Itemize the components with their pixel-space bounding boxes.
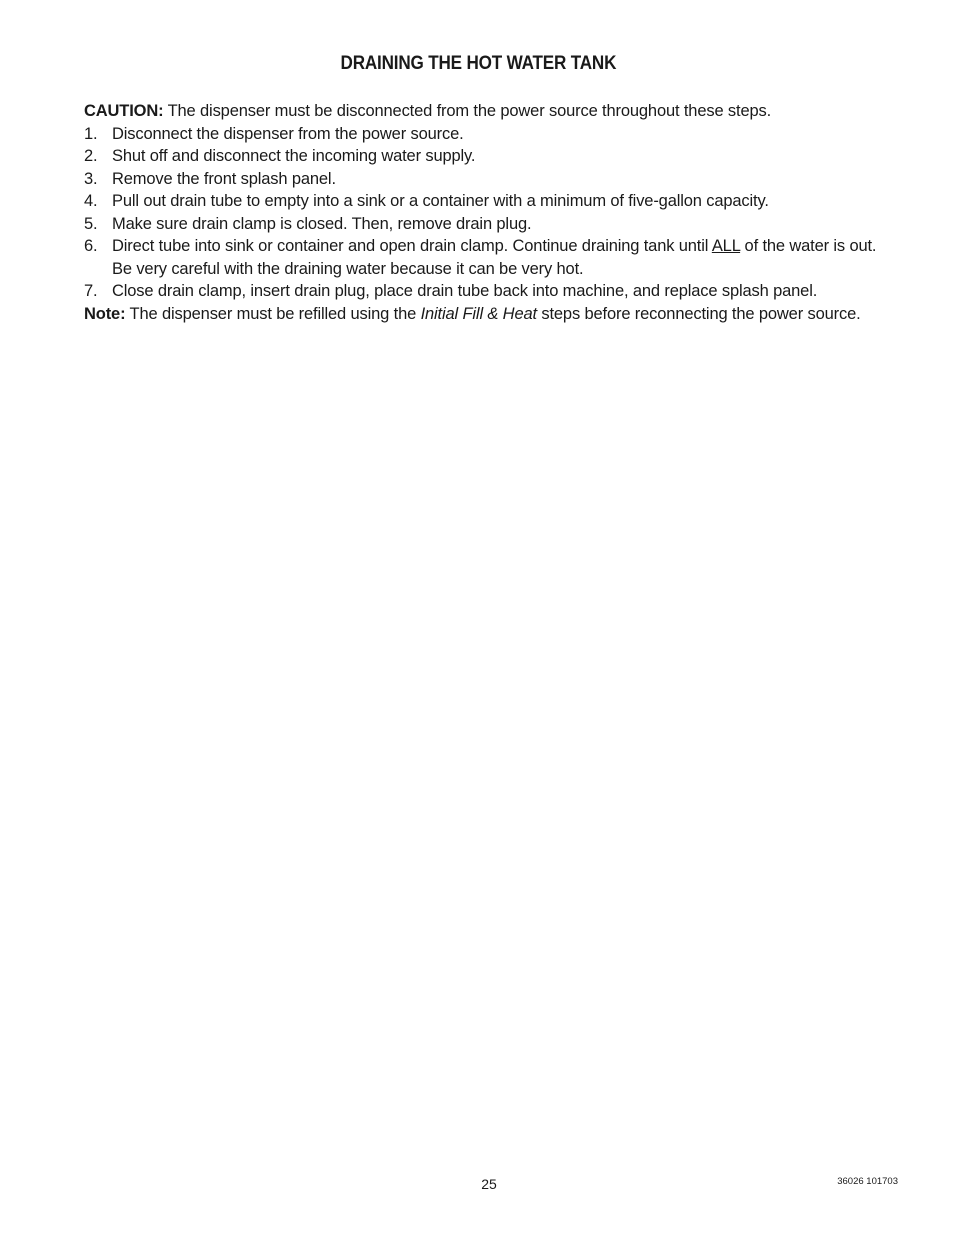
note-label: Note: <box>84 304 126 323</box>
list-item <box>84 235 914 280</box>
instructions-body <box>84 100 914 325</box>
step-text: Pull out drain tube to empty into a sink or a container with a minimum of five-gallon capacity. <box>112 192 769 210</box>
caution-paragraph <box>84 100 914 123</box>
list-item <box>84 145 914 168</box>
step-number: 2. <box>84 147 98 165</box>
step-text: Make sure drain clamp is closed. Then, remove drain plug. <box>112 214 532 233</box>
step-text: Remove the front splash panel. <box>112 169 336 188</box>
page-number: 25 <box>481 1176 497 1192</box>
page-title: DRAINING THE HOT WATER TANK <box>340 53 617 74</box>
document-code: 36026 101703 <box>837 1176 898 1187</box>
step-number: 5. <box>84 214 98 233</box>
note-italic-reference: Initial Fill & Heat <box>420 304 537 323</box>
list-item <box>84 280 914 303</box>
list-item <box>84 190 914 213</box>
caution-label: CAUTION: <box>84 102 164 120</box>
step-text-end: of the water is out. <box>740 237 877 255</box>
step-text-start: Direct tube into sink or container and open drain clamp. Continue draining tank until <box>112 237 712 255</box>
step-text-line2: Be very careful with the draining water because it can be very hot. <box>112 259 584 278</box>
step-text: Shut off and disconnect the incoming water supply. <box>112 147 476 165</box>
step-text: Disconnect the dispenser from the power source. <box>112 124 464 143</box>
note-paragraph <box>84 303 914 326</box>
caution-text: The dispenser must be disconnected from the power source throughout these steps. <box>163 102 772 120</box>
steps-list <box>84 123 914 303</box>
step-number: 1. <box>84 124 98 143</box>
note-text-end: steps before reconnecting the power source. <box>536 304 861 323</box>
step-number: 7. <box>84 282 98 300</box>
emphasis-underline: ALL <box>711 237 741 255</box>
step-number: 4. <box>84 192 98 210</box>
list-item <box>84 168 914 191</box>
list-item <box>84 123 914 146</box>
step-text: Close drain clamp, insert drain plug, place drain tube back into machine, and replace splash panel. <box>112 282 818 300</box>
list-item <box>84 213 914 236</box>
step-number: 3. <box>84 169 98 188</box>
note-text-start: The dispenser must be refilled using the <box>125 304 421 323</box>
step-number: 6. <box>84 237 98 255</box>
